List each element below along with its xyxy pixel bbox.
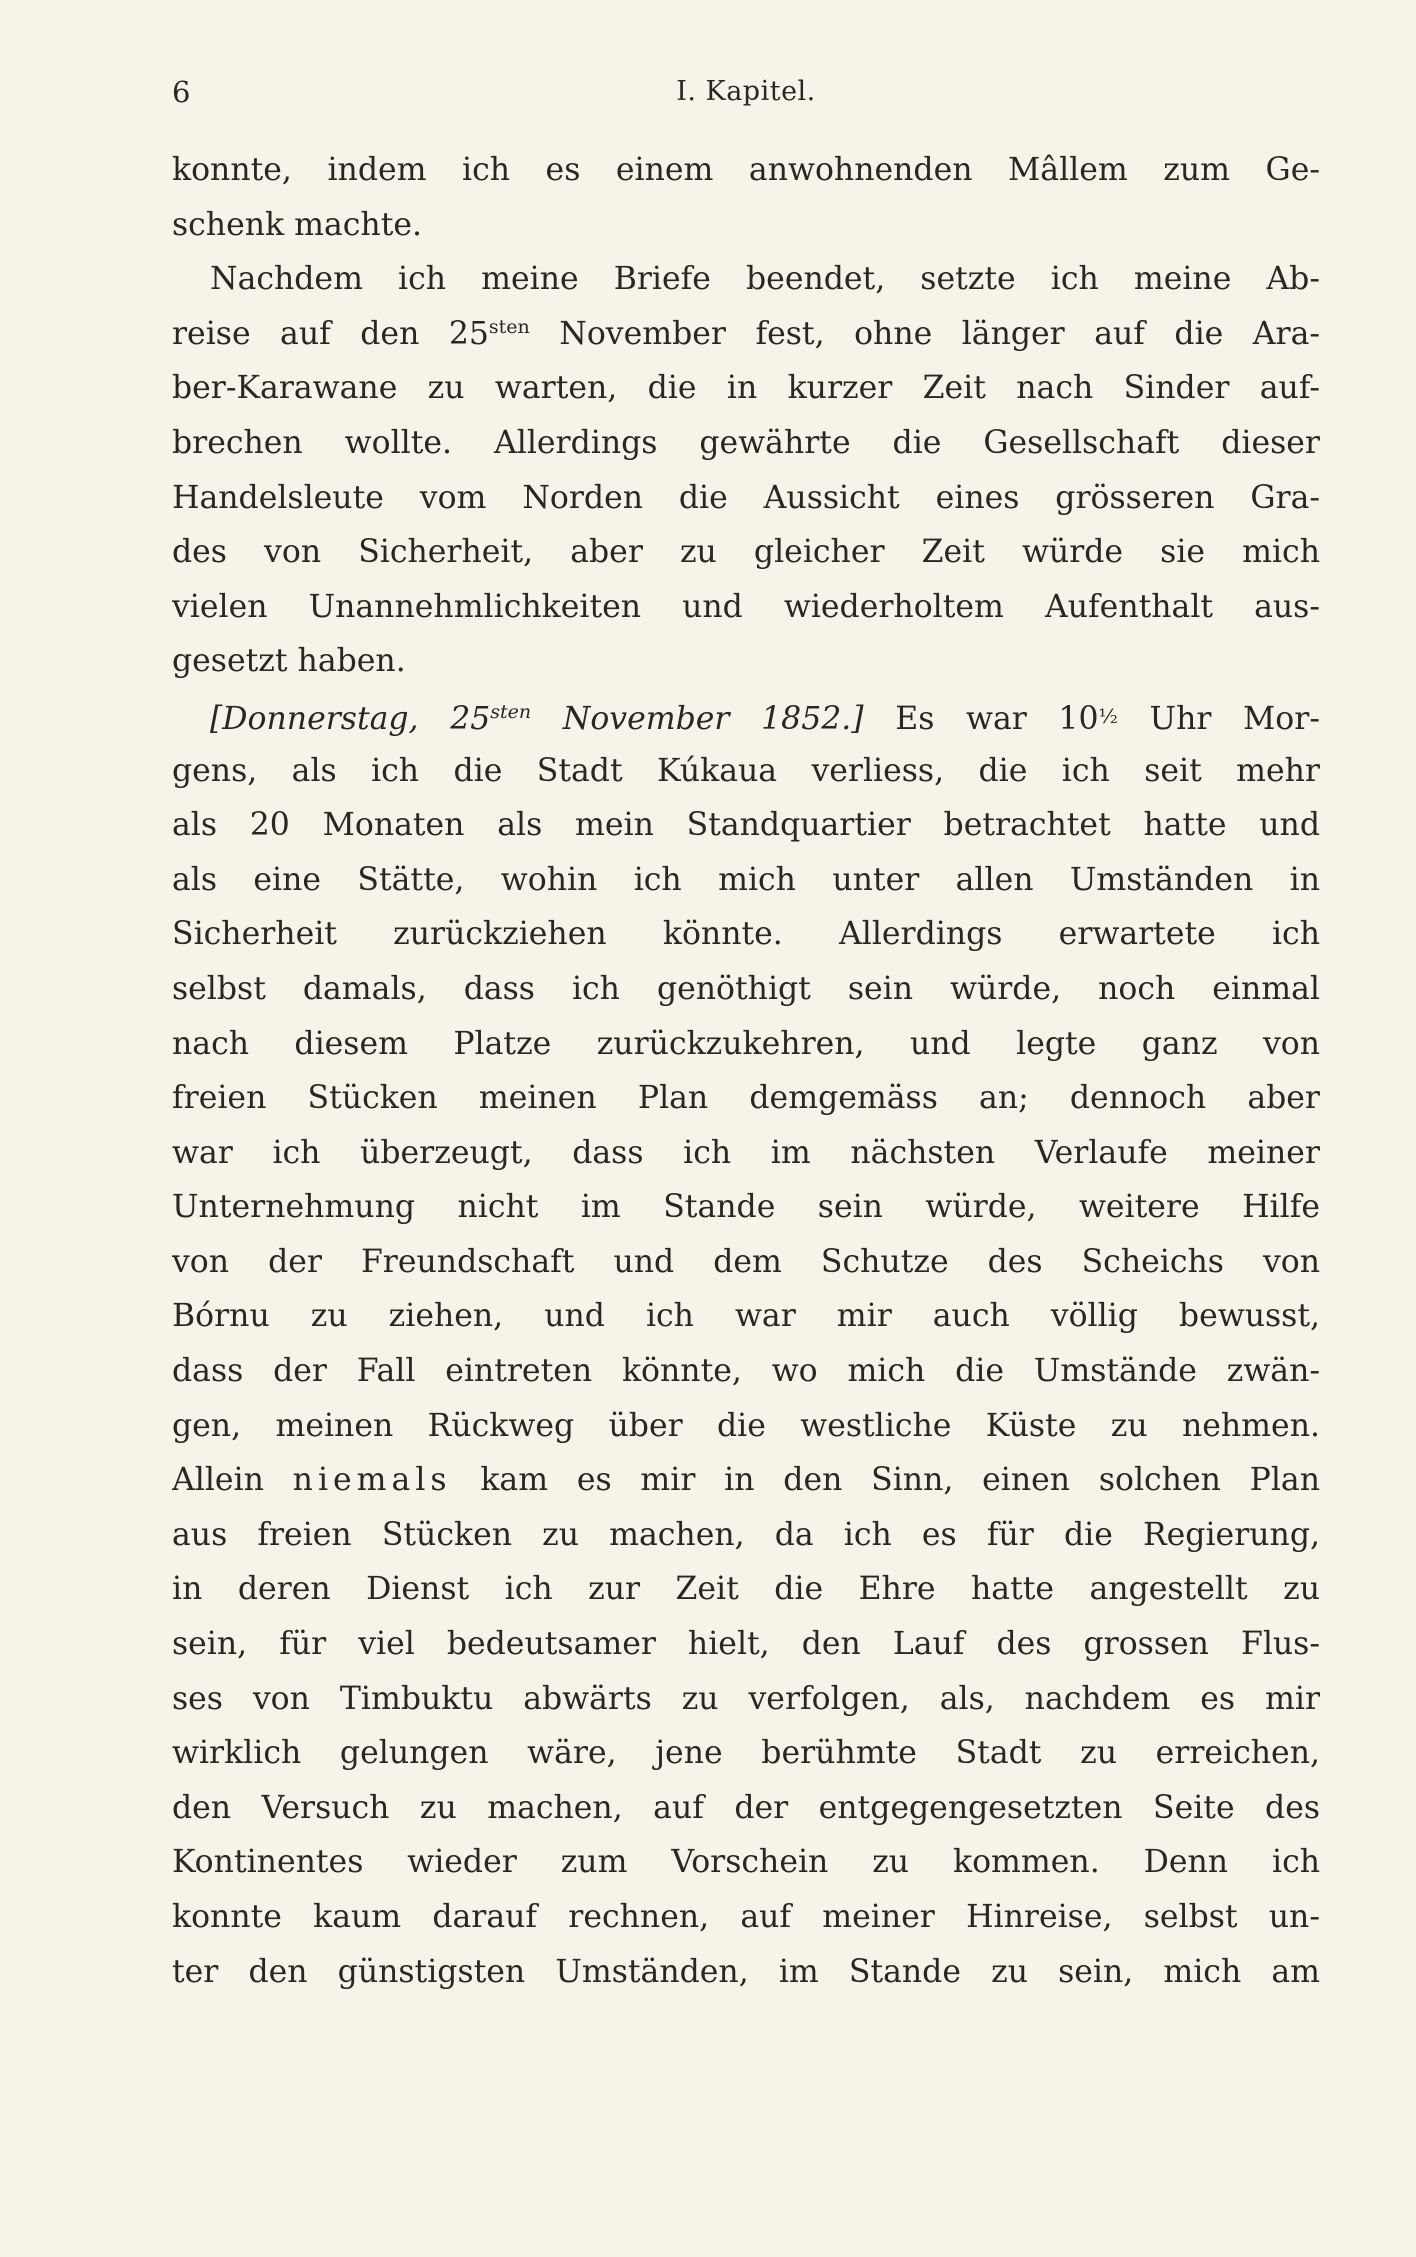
text-line: brechen wollte. Allerdings gewährte die Gesellschaft dieser [172, 424, 1320, 461]
text-line: Sicherheit zurückziehen könnte. Allerdings erwartete ich [172, 916, 1320, 953]
text-line: schenk machte. [172, 206, 423, 243]
text-line: gesetzt haben. [172, 643, 406, 680]
text-line: Unternehmung nicht im Stande sein würde, weitere Hilfe [172, 1189, 1320, 1226]
text-line: Kontinentes wieder zum Vorschein zu kommen. Denn ich [172, 1844, 1320, 1881]
text-line: gen, meinen Rückweg über die westliche Küste zu nehmen. [172, 1407, 1320, 1444]
text-line: nach diesem Platze zurückzukehren, und legte ganz von [172, 1025, 1320, 1062]
text-line: konnte kaum darauf rechnen, auf meiner Hinreise, selbst un- [172, 1899, 1320, 1935]
text-line: ber-Karawane zu warten, die in kurzer Zeit nach Sinder auf- [172, 370, 1320, 407]
text-line: selbst damals, dass ich genöthigt sein würde, noch einmal [172, 970, 1320, 1007]
running-head: I. Kapitel. [676, 76, 816, 107]
text-line: ter den günstigsten Umständen, im Stande zu sein, mich am [172, 1953, 1320, 1990]
page-header [172, 75, 1320, 128]
text-line: Bórnu zu ziehen, und ich war mir auch völlig bewusst, [172, 1298, 1320, 1335]
text-line: gens, als ich die Stadt Kúkaua verliess, die ich seit mehr [172, 752, 1320, 789]
text-line: vielen Unannehmlichkeiten und wiederholtem Aufenthalt aus- [172, 588, 1320, 625]
page-number: 6 [172, 75, 191, 109]
text-line: ses von Timbuktu abwärts zu verfolgen, als, nachdem es mir [172, 1680, 1320, 1717]
text-line: den Versuch zu machen, auf der entgegengesetzten Seite des [172, 1789, 1320, 1826]
text-line: dass der Fall eintreten könnte, wo mich die Umstände zwän- [172, 1353, 1320, 1390]
superscript: sten [488, 315, 530, 338]
text-line: Allein niemals kam es mir in den Sinn, einen solchen Plan [172, 1462, 1320, 1499]
text-line: von der Freundschaft und dem Schutze des Scheichs von [172, 1243, 1320, 1280]
text-line: war ich überzeugt, dass ich im nächsten Verlaufe meiner [172, 1134, 1320, 1171]
emphasized-word: niemals [292, 1462, 452, 1499]
text-line: wirklich gelungen wäre, jene berühmte Stadt zu erreichen, [172, 1735, 1320, 1772]
body-text [172, 143, 1320, 1999]
text-line: reise auf den $25^{sten}$ November fest, ohne länger auf die Ara- [172, 315, 1320, 352]
text-line: konnte, indem ich es einem anwohnenden Mâllem zum Ge- [172, 152, 1320, 188]
paragraph-start-line: Nachdem ich meine Briefe beendet, setzte ich meine Ab- [210, 261, 1320, 298]
date-heading: [Donnerstag, $25^{sten}$ November 1852.] [210, 700, 864, 737]
text-line: als 20 Monaten als mein Standquartier betrachtet hatte und [172, 807, 1320, 844]
text-line: als eine Stätte, wohin ich mich unter allen Umständen in [172, 861, 1320, 898]
date-heading-line: [Donnerstag, $25^{sten}$ November 1852.] Es war 10½ Uhr Mor- [210, 700, 1320, 737]
text-line: aus freien Stücken zu machen, da ich es für die Regierung, [172, 1516, 1320, 1553]
text-line: in deren Dienst ich zur Zeit die Ehre hatte angestellt zu [172, 1571, 1320, 1608]
text-line: freien Stücken meinen Plan demgemäss an; dennoch aber [172, 1080, 1320, 1117]
text-line: sein, für viel bedeutsamer hielt, den Lauf des grossen Flus- [172, 1626, 1320, 1663]
fraction: ½ [1098, 703, 1118, 728]
text-line: des von Sicherheit, aber zu gleicher Zeit würde sie mich [172, 534, 1320, 571]
text-line: Handelsleute vom Norden die Aussicht eines grösseren Gra- [172, 479, 1320, 516]
